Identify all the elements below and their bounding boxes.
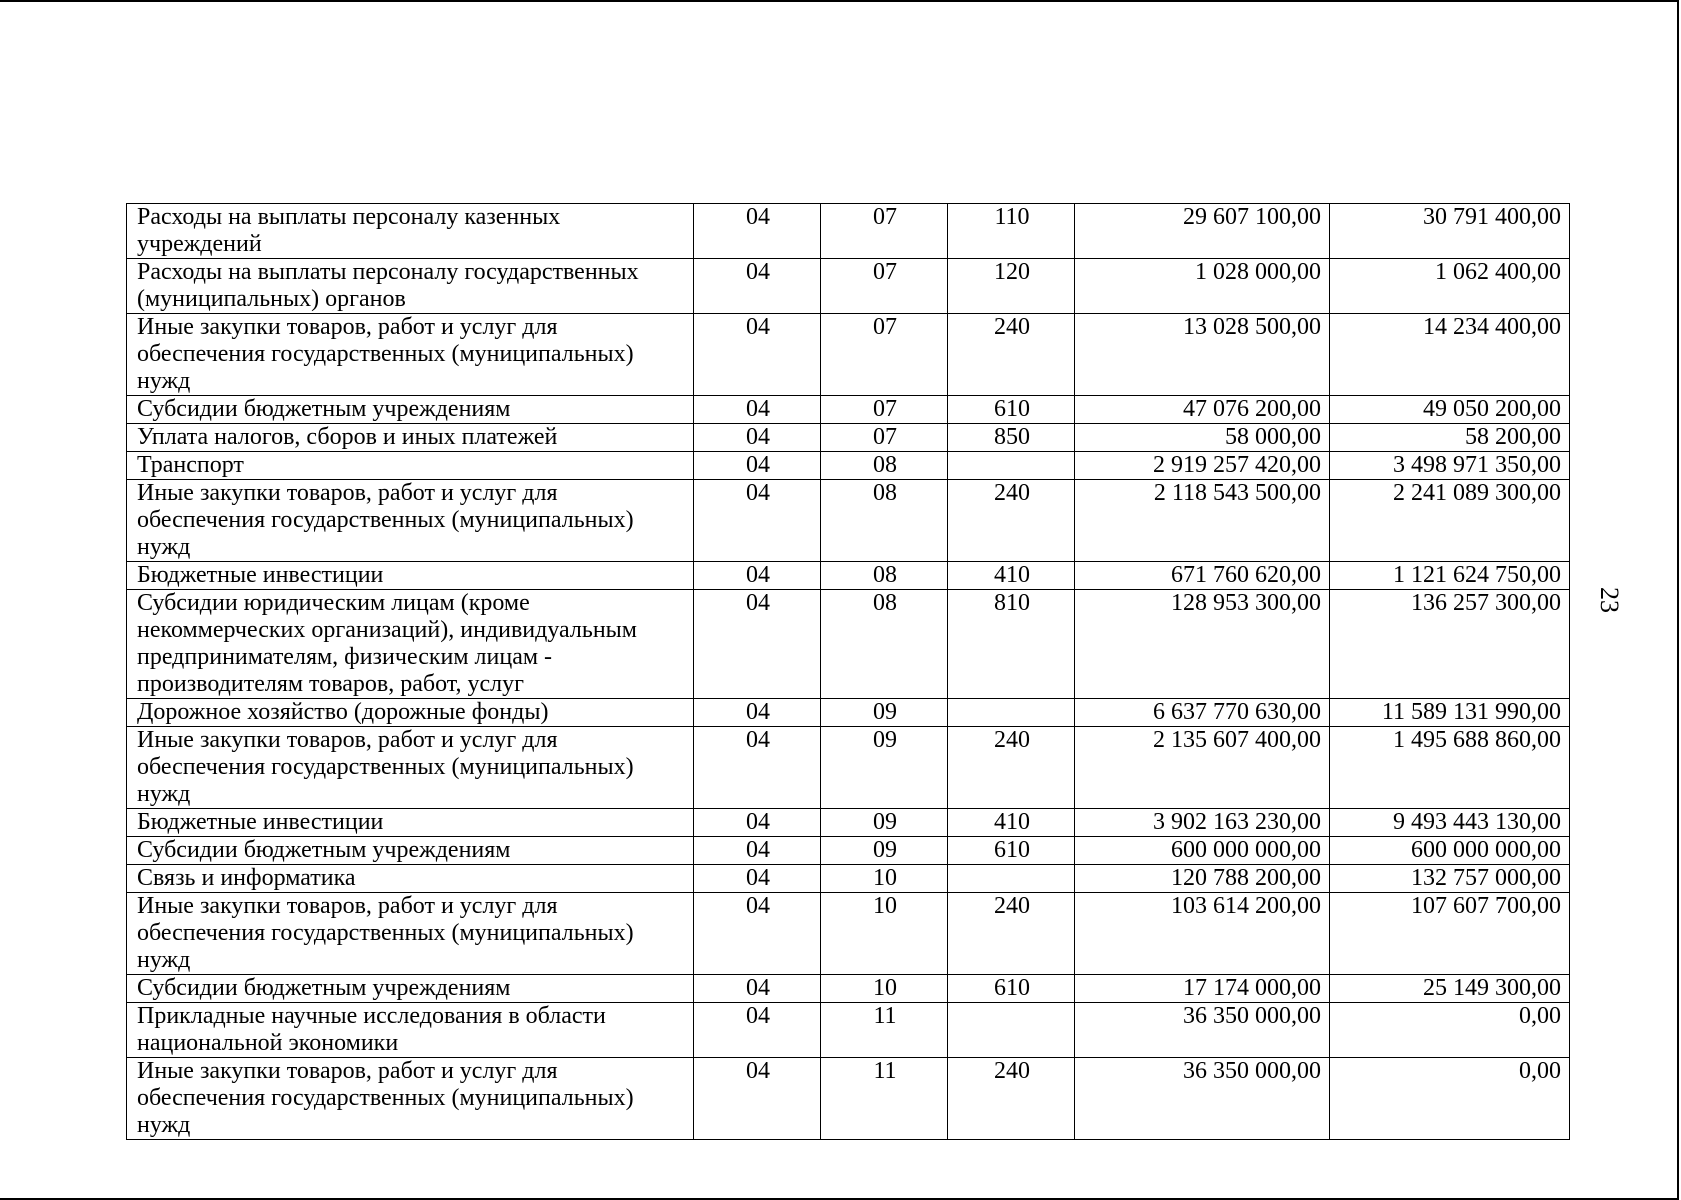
amount-year1-cell: 29 607 100,00 (1075, 204, 1330, 259)
table-row (127, 480, 1570, 562)
section-code-cell: 04 (694, 259, 821, 314)
expense-type-code-cell (948, 1003, 1075, 1058)
subsection-code-cell: 11 (821, 1003, 948, 1058)
row-name-cell: Прикладные научные исследования в области национальной экономики (127, 1003, 694, 1058)
amount-year2-cell: 14 234 400,00 (1330, 314, 1570, 396)
amount-year1-cell: 3 902 163 230,00 (1075, 809, 1330, 837)
section-code-cell: 04 (694, 1058, 821, 1140)
amount-year2-cell: 30 791 400,00 (1330, 204, 1570, 259)
subsection-code-cell: 10 (821, 975, 948, 1003)
subsection-code-cell: 07 (821, 314, 948, 396)
section-code-cell: 04 (694, 590, 821, 699)
section-code-cell: 04 (694, 699, 821, 727)
subsection-code-cell: 10 (821, 865, 948, 893)
section-code-cell: 04 (694, 837, 821, 865)
amount-year2-cell: 107 607 700,00 (1330, 893, 1570, 975)
row-name-cell: Бюджетные инвестиции (127, 809, 694, 837)
expense-type-code-cell: 240 (948, 727, 1075, 809)
section-code-cell: 04 (694, 424, 821, 452)
row-name-cell: Связь и информатика (127, 865, 694, 893)
expense-type-code-cell: 120 (948, 259, 1075, 314)
row-name-cell: Субсидии бюджетным учреждениям (127, 975, 694, 1003)
expense-type-code-cell: 240 (948, 314, 1075, 396)
table-row (127, 699, 1570, 727)
row-name-cell: Иные закупки товаров, работ и услуг для обеспечения государственных (муниципальных) нужд (127, 1058, 694, 1140)
table-row (127, 424, 1570, 452)
amount-year1-cell: 2 919 257 420,00 (1075, 452, 1330, 480)
amount-year2-cell: 58 200,00 (1330, 424, 1570, 452)
expense-type-code-cell: 410 (948, 809, 1075, 837)
expense-type-code-cell: 850 (948, 424, 1075, 452)
expense-type-code-cell: 410 (948, 562, 1075, 590)
row-name-cell: Иные закупки товаров, работ и услуг для обеспечения государственных (муниципальных) нужд (127, 480, 694, 562)
amount-year2-cell: 136 257 300,00 (1330, 590, 1570, 699)
amount-year2-cell: 9 493 443 130,00 (1330, 809, 1570, 837)
expense-type-code-cell: 610 (948, 975, 1075, 1003)
amount-year1-cell: 36 350 000,00 (1075, 1058, 1330, 1140)
section-code-cell: 04 (694, 204, 821, 259)
expense-type-code-cell: 610 (948, 837, 1075, 865)
amount-year2-cell: 25 149 300,00 (1330, 975, 1570, 1003)
table-row (127, 727, 1570, 809)
amount-year1-cell: 671 760 620,00 (1075, 562, 1330, 590)
amount-year1-cell: 2 118 543 500,00 (1075, 480, 1330, 562)
subsection-code-cell: 08 (821, 480, 948, 562)
amount-year1-cell: 47 076 200,00 (1075, 396, 1330, 424)
table-row (127, 1058, 1570, 1140)
amount-year1-cell: 103 614 200,00 (1075, 893, 1330, 975)
section-code-cell: 04 (694, 975, 821, 1003)
expense-type-code-cell: 810 (948, 590, 1075, 699)
row-name-cell: Субсидии бюджетным учреждениям (127, 396, 694, 424)
table-row (127, 865, 1570, 893)
section-code-cell: 04 (694, 396, 821, 424)
subsection-code-cell: 08 (821, 590, 948, 699)
expense-type-code-cell (948, 452, 1075, 480)
section-code-cell: 04 (694, 562, 821, 590)
row-name-cell: Бюджетные инвестиции (127, 562, 694, 590)
expense-type-code-cell: 240 (948, 480, 1075, 562)
amount-year2-cell: 1 121 624 750,00 (1330, 562, 1570, 590)
expense-type-code-cell: 240 (948, 893, 1075, 975)
amount-year1-cell: 2 135 607 400,00 (1075, 727, 1330, 809)
amount-year2-cell: 132 757 000,00 (1330, 865, 1570, 893)
table-row (127, 893, 1570, 975)
expense-type-code-cell: 240 (948, 1058, 1075, 1140)
row-name-cell: Иные закупки товаров, работ и услуг для обеспечения государственных (муниципальных) нужд (127, 727, 694, 809)
budget-table (126, 203, 1570, 1140)
subsection-code-cell: 07 (821, 396, 948, 424)
table-row (127, 259, 1570, 314)
table-row (127, 452, 1570, 480)
amount-year2-cell: 0,00 (1330, 1003, 1570, 1058)
row-name-cell: Субсидии бюджетным учреждениям (127, 837, 694, 865)
section-code-cell: 04 (694, 865, 821, 893)
subsection-code-cell: 09 (821, 837, 948, 865)
subsection-code-cell: 07 (821, 424, 948, 452)
row-name-cell: Иные закупки товаров, работ и услуг для обеспечения государственных (муниципальных) нужд (127, 893, 694, 975)
amount-year2-cell: 600 000 000,00 (1330, 837, 1570, 865)
subsection-code-cell: 09 (821, 727, 948, 809)
page-number: 23 (1595, 587, 1624, 613)
row-name-cell: Транспорт (127, 452, 694, 480)
section-code-cell: 04 (694, 1003, 821, 1058)
row-name-cell: Дорожное хозяйство (дорожные фонды) (127, 699, 694, 727)
amount-year2-cell: 1 062 400,00 (1330, 259, 1570, 314)
row-name-cell: Иные закупки товаров, работ и услуг для обеспечения государственных (муниципальных) нужд (127, 314, 694, 396)
table-row (127, 396, 1570, 424)
subsection-code-cell: 07 (821, 204, 948, 259)
subsection-code-cell: 08 (821, 562, 948, 590)
amount-year2-cell: 0,00 (1330, 1058, 1570, 1140)
amount-year2-cell: 2 241 089 300,00 (1330, 480, 1570, 562)
subsection-code-cell: 09 (821, 699, 948, 727)
table-row (127, 809, 1570, 837)
section-code-cell: 04 (694, 314, 821, 396)
section-code-cell: 04 (694, 452, 821, 480)
section-code-cell: 04 (694, 480, 821, 562)
amount-year1-cell: 6 637 770 630,00 (1075, 699, 1330, 727)
amount-year2-cell: 3 498 971 350,00 (1330, 452, 1570, 480)
amount-year2-cell: 49 050 200,00 (1330, 396, 1570, 424)
table-row (127, 975, 1570, 1003)
subsection-code-cell: 11 (821, 1058, 948, 1140)
subsection-code-cell: 10 (821, 893, 948, 975)
amount-year1-cell: 17 174 000,00 (1075, 975, 1330, 1003)
row-name-cell: Расходы на выплаты персоналу казенных учреждений (127, 204, 694, 259)
budget-table-body (127, 204, 1570, 1140)
subsection-code-cell: 08 (821, 452, 948, 480)
expense-type-code-cell (948, 699, 1075, 727)
section-code-cell: 04 (694, 809, 821, 837)
table-row (127, 314, 1570, 396)
table-row (127, 562, 1570, 590)
section-code-cell: 04 (694, 727, 821, 809)
row-name-cell: Расходы на выплаты персоналу государственных (муниципальных) органов (127, 259, 694, 314)
table-row (127, 590, 1570, 699)
amount-year1-cell: 120 788 200,00 (1075, 865, 1330, 893)
subsection-code-cell: 07 (821, 259, 948, 314)
expense-type-code-cell: 110 (948, 204, 1075, 259)
table-row (127, 837, 1570, 865)
expense-type-code-cell (948, 865, 1075, 893)
subsection-code-cell: 09 (821, 809, 948, 837)
row-name-cell: Субсидии юридическим лицам (кроме некоммерческих организаций), индивидуальным предпринимателям, физическим лицам - производителям товаров, работ, услуг (127, 590, 694, 699)
table-row (127, 1003, 1570, 1058)
section-code-cell: 04 (694, 893, 821, 975)
amount-year2-cell: 1 495 688 860,00 (1330, 727, 1570, 809)
table-row (127, 204, 1570, 259)
expense-type-code-cell: 610 (948, 396, 1075, 424)
amount-year1-cell: 58 000,00 (1075, 424, 1330, 452)
amount-year1-cell: 128 953 300,00 (1075, 590, 1330, 699)
amount-year1-cell: 600 000 000,00 (1075, 837, 1330, 865)
row-name-cell: Уплата налогов, сборов и иных платежей (127, 424, 694, 452)
amount-year1-cell: 13 028 500,00 (1075, 314, 1330, 396)
amount-year2-cell: 11 589 131 990,00 (1330, 699, 1570, 727)
amount-year1-cell: 1 028 000,00 (1075, 259, 1330, 314)
amount-year1-cell: 36 350 000,00 (1075, 1003, 1330, 1058)
